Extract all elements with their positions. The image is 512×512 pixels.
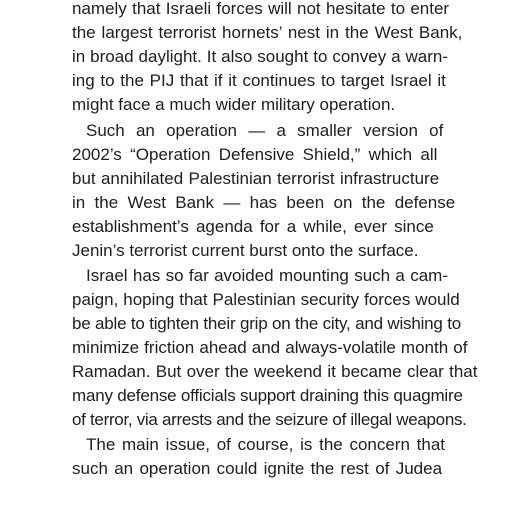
article-line: Israel has so far avoided mounting such a cam- xyxy=(86,266,448,285)
article-line: the largest terrorist hornets’ nest in the West Bank, xyxy=(72,23,463,42)
article-line: of terror, via arrests and the seizure of illegal weapons. xyxy=(72,410,467,429)
article-line: many defense officials support draining this quagmire xyxy=(72,386,463,405)
article-line: Jenin’s terrorist current burst onto the surface. xyxy=(72,241,419,260)
article-line: Ramadan. But over the weekend it became clear that xyxy=(72,362,478,381)
article-line: ing to the PIJ that if it continues to target Israel it xyxy=(72,71,446,90)
article-line: in broad daylight. It also sought to convey a warn- xyxy=(72,47,449,66)
article-line: Such an operation — a smaller version of xyxy=(86,121,444,140)
article-line: be able to tighten their grip on the city, and wishing to xyxy=(72,314,461,333)
article-line: The main issue, of course, is the concern that xyxy=(86,435,446,454)
article-line: 2002’s “Operation Defensive Shield,” which all xyxy=(72,145,438,164)
article-line: namely that Israeli forces will not hesitate to enter xyxy=(72,0,450,18)
article-line: might face a much wider military operation. xyxy=(72,95,396,114)
article-line: such an operation could ignite the rest of Judea xyxy=(72,459,443,478)
article-line: but annihilated Palestinian terrorist infrastructure xyxy=(72,169,440,188)
article-line: establishment’s agenda for a while, ever since xyxy=(72,217,434,236)
article-line: paign, hoping that Palestinian security forces would xyxy=(72,290,460,309)
article-line: minimize friction ahead and always-volatile month of xyxy=(72,338,468,357)
article-line: in the West Bank — has been on the defense xyxy=(72,193,456,212)
